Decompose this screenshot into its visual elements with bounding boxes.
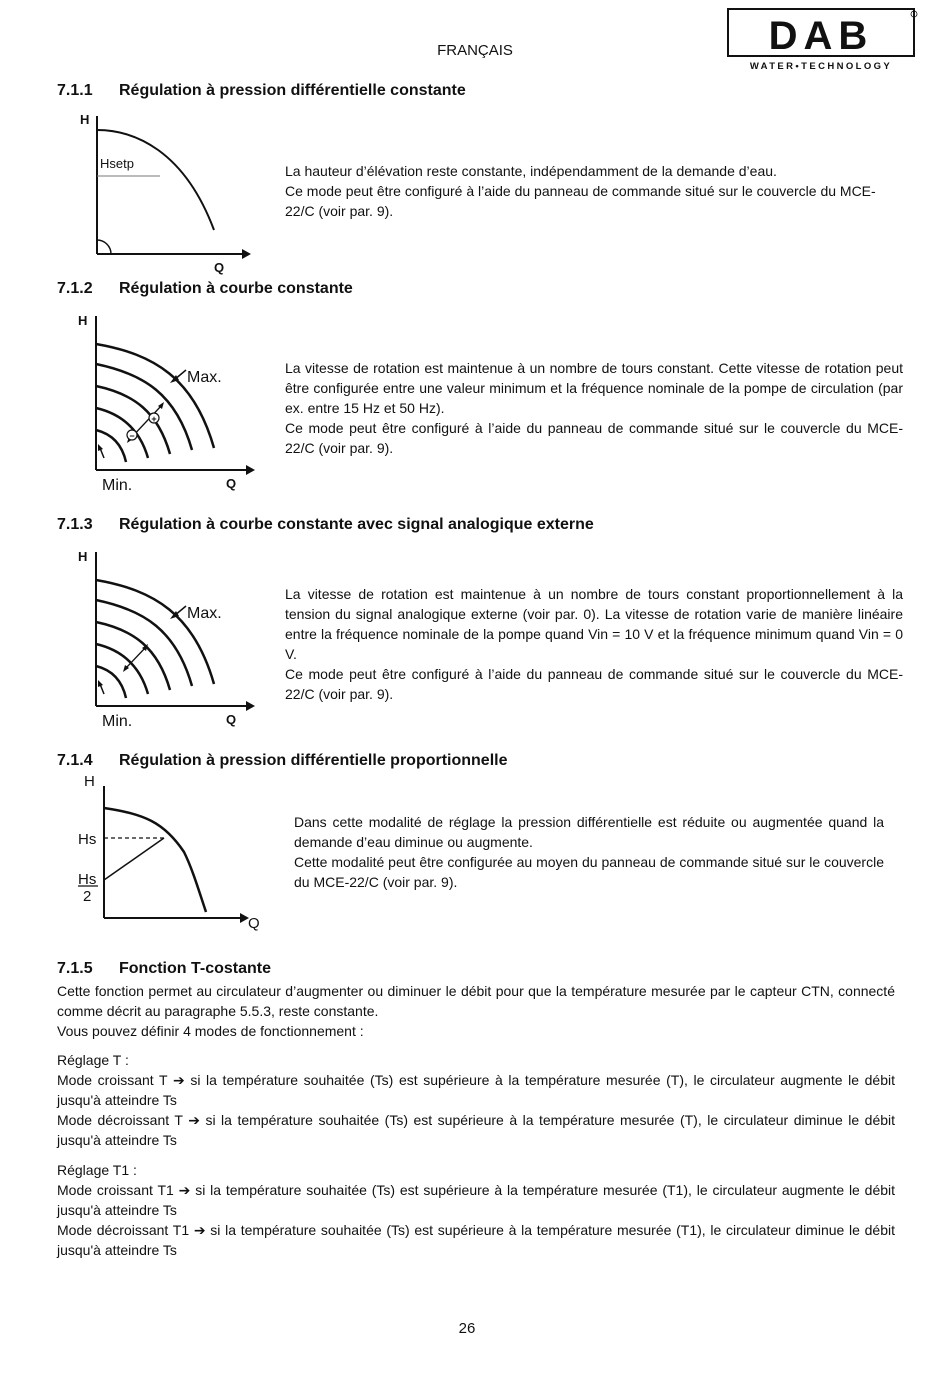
axis-y-label: H — [78, 549, 88, 564]
section-title-7-1-2: 7.1.2 Régulation à courbe constante — [57, 280, 353, 297]
dab-logo — [727, 8, 919, 72]
axis-y-label: H — [78, 313, 88, 328]
logo-tagline: WATER•TECHNOLOGY — [749, 61, 893, 72]
axis-y-label: H — [80, 112, 90, 127]
minus-sign: − — [129, 431, 135, 441]
axis-x-label: Q — [248, 915, 260, 932]
logo-text: DAB — [768, 14, 874, 58]
hs-label: Hs — [78, 831, 97, 848]
group-reglage-t: Réglage T : Mode croissant T ➔ si la température souhaitée (Ts) est supérieure à la température mesurée (T), le circulateur augmente le débit jusqu'à atteindre Ts Mode décroissant T ➔ si la température souhaitée (Ts) est supérieure à la température mesurée (T), le circulateur diminue le débit jusqu'à atteindre Ts — [57, 1052, 896, 1148]
arrow-icon: ➔ — [188, 1112, 200, 1128]
arrow-icon: ➔ — [178, 1182, 191, 1198]
group-reglage-t1: Réglage T1 : Mode croissant T1 ➔ si la température souhaitée (Ts) est supérieure à la température mesurée (T1), le circulateur augmente le débit jusqu'à atteindre Ts Mode décroissant T1 ➔ si la température souhaitée (Ts) est supérieure à la température mesurée (T1), le circulateur diminue le débit jusqu'à atteindre Ts — [57, 1162, 896, 1258]
hs-half-denominator: 2 — [83, 888, 92, 905]
axis-x-label: Q — [226, 476, 237, 491]
arrow-icon: ➔ — [172, 1072, 185, 1088]
section-text-7-1-2: La vitesse de rotation est maintenue à un nombre de tours constant. Cette vitesse de rotation peut être configurée entre une valeur minimum et la fréquence nominale de la pompe de circulation (par ex. entre 15 Hz et 50 Hz). Ce mode peut être configuré à l’aide du panneau de commande situé sur le couvercle du MCE-22/C (voir par. 9). — [285, 360, 903, 456]
hs-half-numerator: Hs — [78, 871, 97, 888]
section-text-7-1-5: Cette fonction permet au circulateur d’augmenter ou diminuer le débit pour que la température mesurée par le capteur CTN, connecté comme décrit au paragraphe 5.5.3, reste constante. Vous pouvez définir 4 modes de fonctionnement : — [57, 983, 895, 1039]
section-title-7-1-4: 7.1.4 Régulation à pression différentielle proportionnelle — [57, 752, 508, 769]
section-title-7-1-3: 7.1.3 Régulation à courbe constante avec signal analogique externe — [57, 516, 594, 533]
axis-y-label: H — [84, 773, 95, 790]
section-title-7-1-5: 7.1.5 Fonction T-costante — [57, 960, 271, 977]
page-number: 26 — [458, 1320, 476, 1337]
language-label: FRANÇAIS — [437, 42, 513, 59]
plus-sign: + — [151, 414, 157, 424]
diagram-constant-curve-analog — [74, 544, 264, 732]
diagram-proportional-pressure — [74, 772, 274, 932]
section-text-7-1-4: Dans cette modalité de réglage la pression différentielle est réduite ou augmentée quand la demande d’eau diminue ou augmente. Cette modalité peut être configurée au moyen du panneau de commande situé sur le couvercle du MCE-22/C (voir par. 9). — [294, 814, 884, 890]
axis-x-label: Q — [214, 260, 225, 275]
diagram-constant-pressure — [74, 110, 264, 278]
axis-x-label: Q — [226, 712, 237, 727]
section-text-7-1-3: La vitesse de rotation est maintenue à un nombre de tours constant proportionnellement à la tension du signal analogique externe (voir par. 0). La vitesse de rotation varie de manière linéaire entre la fréquence nominale de la pompe quand Vin = 10 V et la fréquence minimum quand Vin = 0 V. Ce mode peut être configuré à l’aide du panneau de commande situé sur le couvercle du MCE-22/C (voir par. 9). — [285, 586, 903, 702]
min-label: Min. — [102, 713, 133, 730]
section-text-7-1-1: La hauteur d’élévation reste constante, indépendamment de la demande d’eau. Ce mode peut être configuré à l’aide du panneau de commande situé sur le couvercle du MCE-22/C (voir par. 9). — [285, 163, 876, 219]
section-title-7-1-1: 7.1.1 Régulation à pression différentielle constante — [57, 82, 466, 99]
arrow-icon: ➔ — [193, 1222, 206, 1238]
max-label: Max. — [187, 605, 222, 622]
diagram-constant-curve — [74, 308, 264, 496]
hsetp-label: Hsetp — [100, 156, 134, 171]
max-label: Max. — [187, 369, 222, 386]
min-label: Min. — [102, 477, 133, 494]
